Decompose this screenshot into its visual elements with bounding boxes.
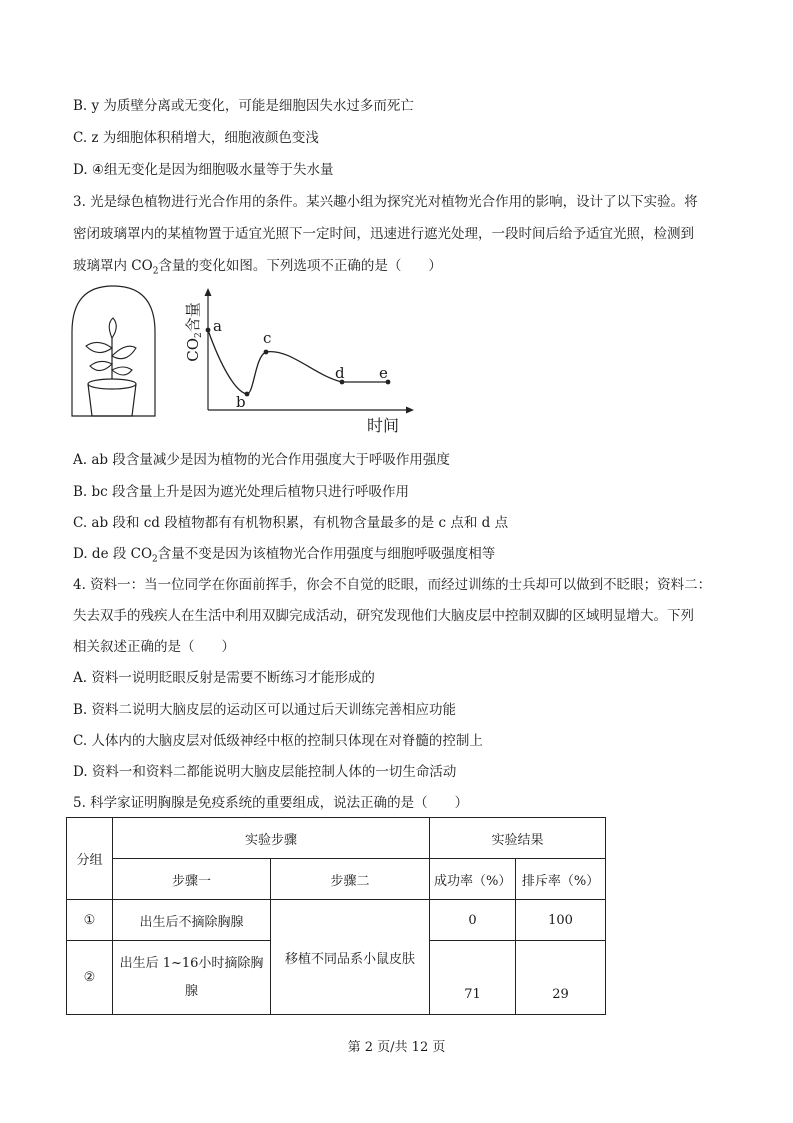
steps-header: 实验步骤 [113, 818, 430, 859]
point-d-label: d [335, 364, 345, 382]
step1-cell: 出生后不摘除胸腺 [113, 900, 271, 941]
question-4-stem-line1: 4. 资料一：当一位同学在你面前挥手，你会不自觉的眨眼，而经过训练的士兵却可以做到不眨眼；资料二： [73, 577, 712, 593]
x-axis-label: 时间 [367, 416, 400, 434]
group-cell: ② [67, 941, 113, 1015]
group-cell: ① [67, 900, 113, 941]
table-header-row-2 [67, 859, 606, 900]
question-4-stem-line3: 相关叙述正确的是（ ） [73, 639, 235, 655]
success-cell: 71 [430, 941, 516, 1015]
point-c-marker [264, 350, 269, 355]
rejection-cell: 100 [516, 900, 606, 941]
question-4-option-b: B. 资料二说明大脑皮层的运动区可以通过后天训练完善相应功能 [73, 702, 457, 718]
step1-cell: 出生后 1~16小时摘除胸腺 [113, 941, 271, 1015]
rejection-cell: 29 [516, 941, 606, 1015]
step2-header: 步骤二 [271, 859, 430, 900]
point-b-label: b [236, 393, 246, 411]
option-d-line: D. ④组无变化是因为细胞吸水量等于失水量 [73, 162, 334, 178]
experiment-table [66, 817, 606, 1015]
step1-header: 步骤一 [113, 859, 271, 900]
point-e-label: e [379, 364, 388, 382]
question-3-stem-line2: 密闭玻璃罩内的某植物置于适宜光照下一定时间，迅速进行遮光处理，一段时间后给予适宜光照，检测到 [73, 226, 694, 242]
question-3-stem-line1: 3. 光是绿色植物进行光合作用的条件。某兴趣小组为探究光对植物光合作用的影响，设计了以下实验。将 [73, 194, 698, 210]
y-axis-label [184, 302, 204, 362]
question-3-option-c: C. ab 段和 cd 段植物都有有机物积累，有机物含量最多的是 c 点和 d 点 [73, 515, 509, 531]
point-a-marker [206, 328, 211, 333]
point-a-label: a [213, 317, 222, 335]
question-4-stem-line2: 失去双手的残疾人在生活中利用双脚完成活动，研究发现他们大脑皮层中控制双脚的区域明显增大。下列 [73, 608, 694, 624]
table-row [67, 900, 606, 941]
option-c-line: C. z 为细胞体积稍增大，细胞液颜色变浅 [73, 130, 319, 146]
rejection-rate-header: 排斥率（%） [516, 859, 606, 900]
step2-shared-cell: 移植不同品系小鼠皮肤 [271, 900, 430, 1015]
question-3-option-a: A. ab 段含量减少是因为植物的光合作用强度大于呼吸作用强度 [73, 452, 450, 468]
question-4-option-d: D. 资料一和资料二都能说明大脑皮层能控制人体的一切生命活动 [73, 764, 457, 780]
success-cell: 0 [430, 900, 516, 941]
success-rate-header: 成功率（%） [430, 859, 516, 900]
bell-jar-illustration [72, 286, 155, 416]
question-3-option-d: D. de 段 $CO_2$含量不变是因为该植物光合作用强度与细胞呼吸强度相等 [73, 546, 496, 565]
question-5-stem: 5. 科学家证明胸腺是免疫系统的重要组成，说法正确的是（ ） [73, 795, 469, 811]
results-header: 实验结果 [430, 818, 606, 859]
option-b-line: B. y 为质壁分离或无变化，可能是细胞因失水过多而死亡 [73, 98, 414, 114]
co2-curve-figure [70, 284, 420, 434]
svg-text:CO2含量: $CO_2$含量 [184, 302, 204, 362]
page-footer: 第 2 页/共 12 页 [347, 1040, 446, 1055]
table-header-row-1 [67, 818, 606, 859]
figure-svg [70, 284, 420, 434]
question-4-option-a: A. 资料一说明眨眼反射是需要不断练习才能形成的 [73, 670, 375, 686]
co2-curve [208, 330, 388, 394]
question-4-option-c: C. 人体内的大脑皮层对低级神经中枢的控制只体现在对脊髓的控制上 [73, 733, 483, 749]
question-3-stem-line3: 玻璃罩内 $CO_2$含量的变化如图。下列选项不正确的是（ ） [73, 258, 442, 277]
question-3-option-b: B. bc 段含量上升是因为遮光处理后植物只进行呼吸作用 [73, 484, 409, 500]
group-header: 分组 [67, 818, 113, 900]
point-c-label: c [263, 329, 272, 347]
